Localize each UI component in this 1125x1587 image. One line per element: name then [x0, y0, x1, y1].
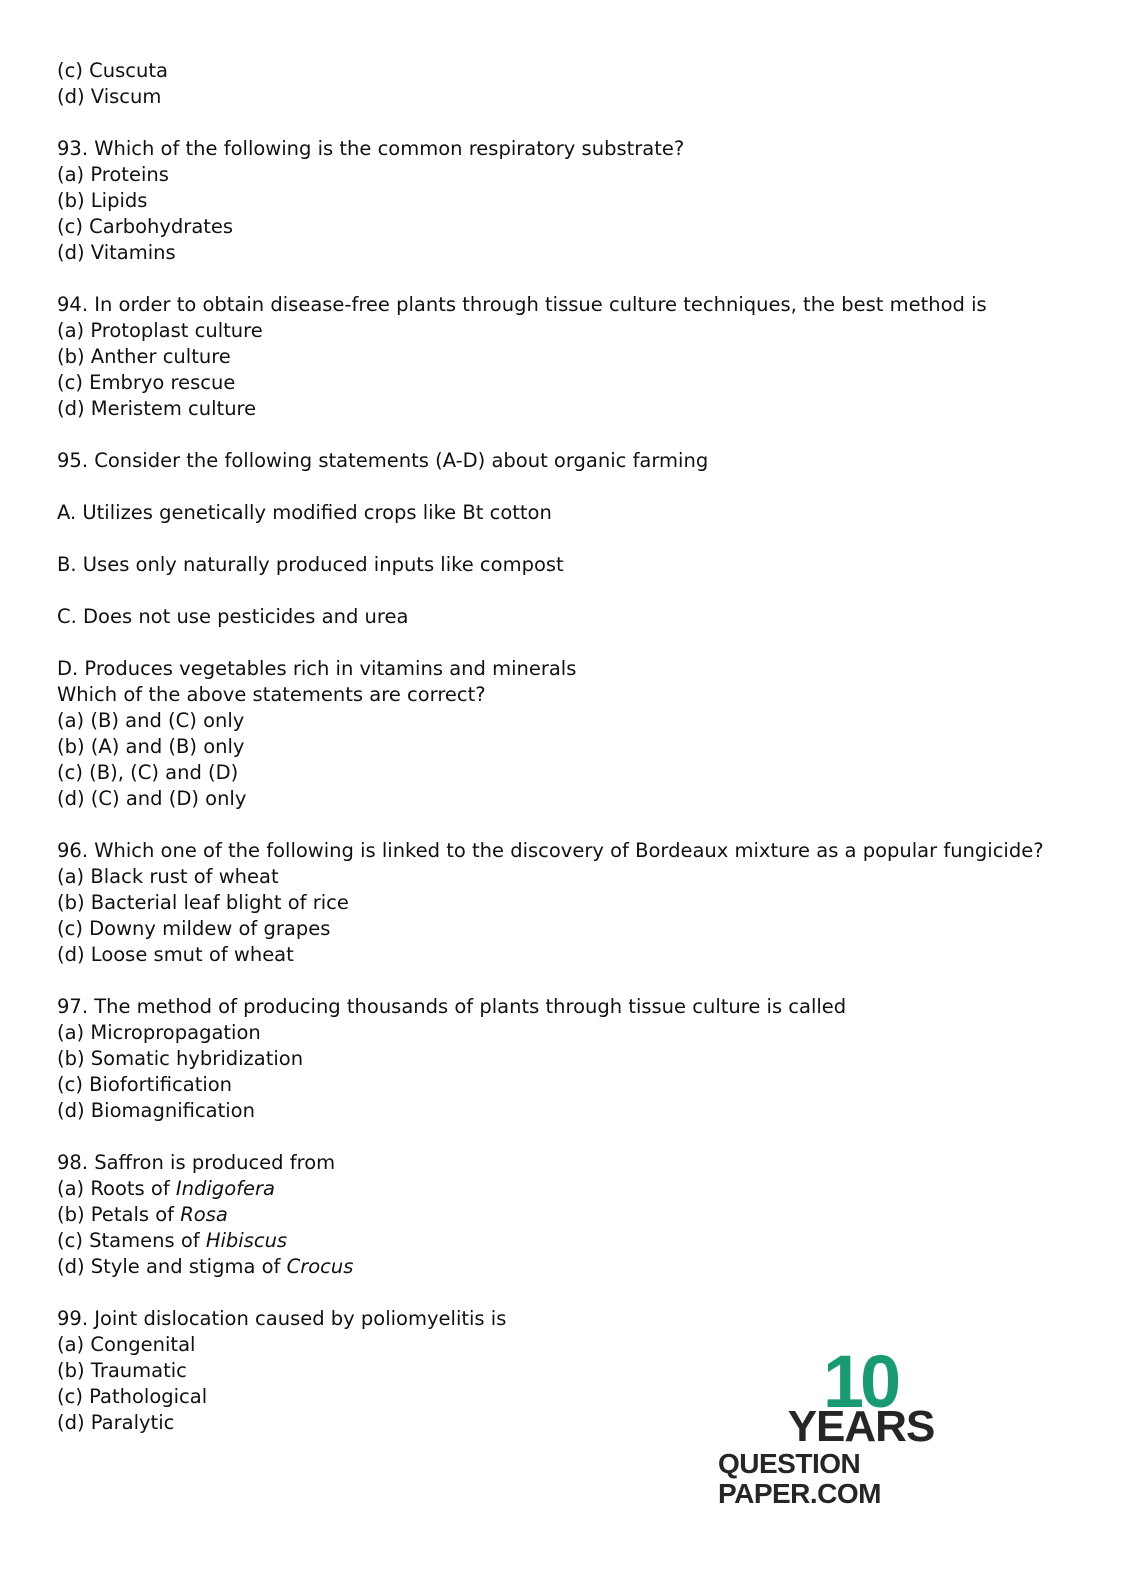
q93-option-a: (a) Proteins: [57, 163, 169, 186]
q95-statement-b: B. Uses only naturally produced inputs like compost: [57, 553, 564, 576]
q94-option-d: (d) Meristem culture: [57, 397, 257, 420]
q96-option-c: (c) Downy mildew of grapes: [57, 917, 331, 940]
q93-option-b: (b) Lipids: [57, 189, 148, 212]
q95-option-b: (b) (A) and (B) only: [57, 735, 245, 758]
q94-question: 94. In order to obtain disease-free plants through tissue culture techniques, the best method is: [57, 293, 987, 316]
logo-years: YEARS: [787, 1402, 935, 1451]
q93-option-c: (c) Carbohydrates: [57, 215, 234, 238]
q94-option-c: (c) Embryo rescue: [57, 371, 236, 394]
q99-option-c: (c) Pathological: [57, 1385, 208, 1408]
q92-option-c: (c) Cuscuta: [57, 59, 168, 82]
q95-option-d: (d) (C) and (D) only: [57, 787, 247, 810]
q98-option-c-prefix: (c) Stamens of: [57, 1229, 206, 1252]
q95-statement-c: C. Does not use pesticides and urea: [57, 605, 409, 628]
q96-question: 96. Which one of the following is linked to the discovery of Bordeaux mixture as a popular fungicide?: [57, 839, 1044, 862]
q98-option-d: [57, 1254, 1077, 1280]
question-page: [57, 58, 1077, 1436]
q95-prompt: Which of the above statements are correct?: [57, 683, 486, 706]
q99-option-a: (a) Congenital: [57, 1333, 196, 1356]
q98-option-a-taxon: Indigofera: [175, 1177, 275, 1200]
logo-number: 10: [822, 1340, 898, 1423]
q99-option-b: (b) Traumatic: [57, 1359, 187, 1382]
q98-option-a-prefix: (a) Roots of: [57, 1177, 176, 1200]
q98-question: 98. Saffron is produced from: [57, 1151, 336, 1174]
logo-domain: QUESTION PAPER.COM: [718, 1448, 881, 1509]
q97-option-b: (b) Somatic hybridization: [57, 1047, 304, 1070]
q93-question: 93. Which of the following is the common respiratory substrate?: [57, 137, 685, 160]
site-logo: [718, 1340, 1018, 1509]
q97-option-c: (c) Biofortification: [57, 1073, 233, 1096]
q95-question: 95. Consider the following statements (A-D) about organic farming: [57, 449, 709, 472]
q94-option-a: (a) Protoplast culture: [57, 319, 263, 342]
q98-option-a: [57, 1176, 1077, 1202]
q96-option-b: (b) Bacterial leaf blight of rice: [57, 891, 349, 914]
q94-option-b: (b) Anther culture: [57, 345, 231, 368]
q98-option-c: [57, 1228, 1077, 1254]
q96-option-d: (d) Loose smut of wheat: [57, 943, 294, 966]
q98-option-d-prefix: (d) Style and stigma of: [57, 1255, 287, 1278]
q95-statement-a: A. Utilizes genetically modified crops like Bt cotton: [57, 501, 552, 524]
q97-question: 97. The method of producing thousands of plants through tissue culture is called: [57, 995, 847, 1018]
q93-option-d: (d) Vitamins: [57, 241, 176, 264]
q98-option-b-taxon: Rosa: [180, 1203, 228, 1226]
q97-option-d: (d) Biomagnification: [57, 1099, 255, 1122]
q97-option-a: (a) Micropropagation: [57, 1021, 261, 1044]
q99-question: 99. Joint dislocation caused by poliomyelitis is: [57, 1307, 507, 1330]
q95-option-a: (a) (B) and (C) only: [57, 709, 245, 732]
q98-option-d-taxon: Crocus: [286, 1255, 354, 1278]
q95-option-c: (c) (B), (C) and (D): [57, 761, 239, 784]
q95-statement-d: D. Produces vegetables rich in vitamins and minerals: [57, 657, 577, 680]
q96-option-a: (a) Black rust of wheat: [57, 865, 279, 888]
q92-option-d: (d) Viscum: [57, 85, 162, 108]
q98-option-c-taxon: Hibiscus: [205, 1229, 288, 1252]
q98-option-b: [57, 1202, 1077, 1228]
q98-option-b-prefix: (b) Petals of: [57, 1203, 181, 1226]
q99-option-d: (d) Paralytic: [57, 1411, 175, 1434]
